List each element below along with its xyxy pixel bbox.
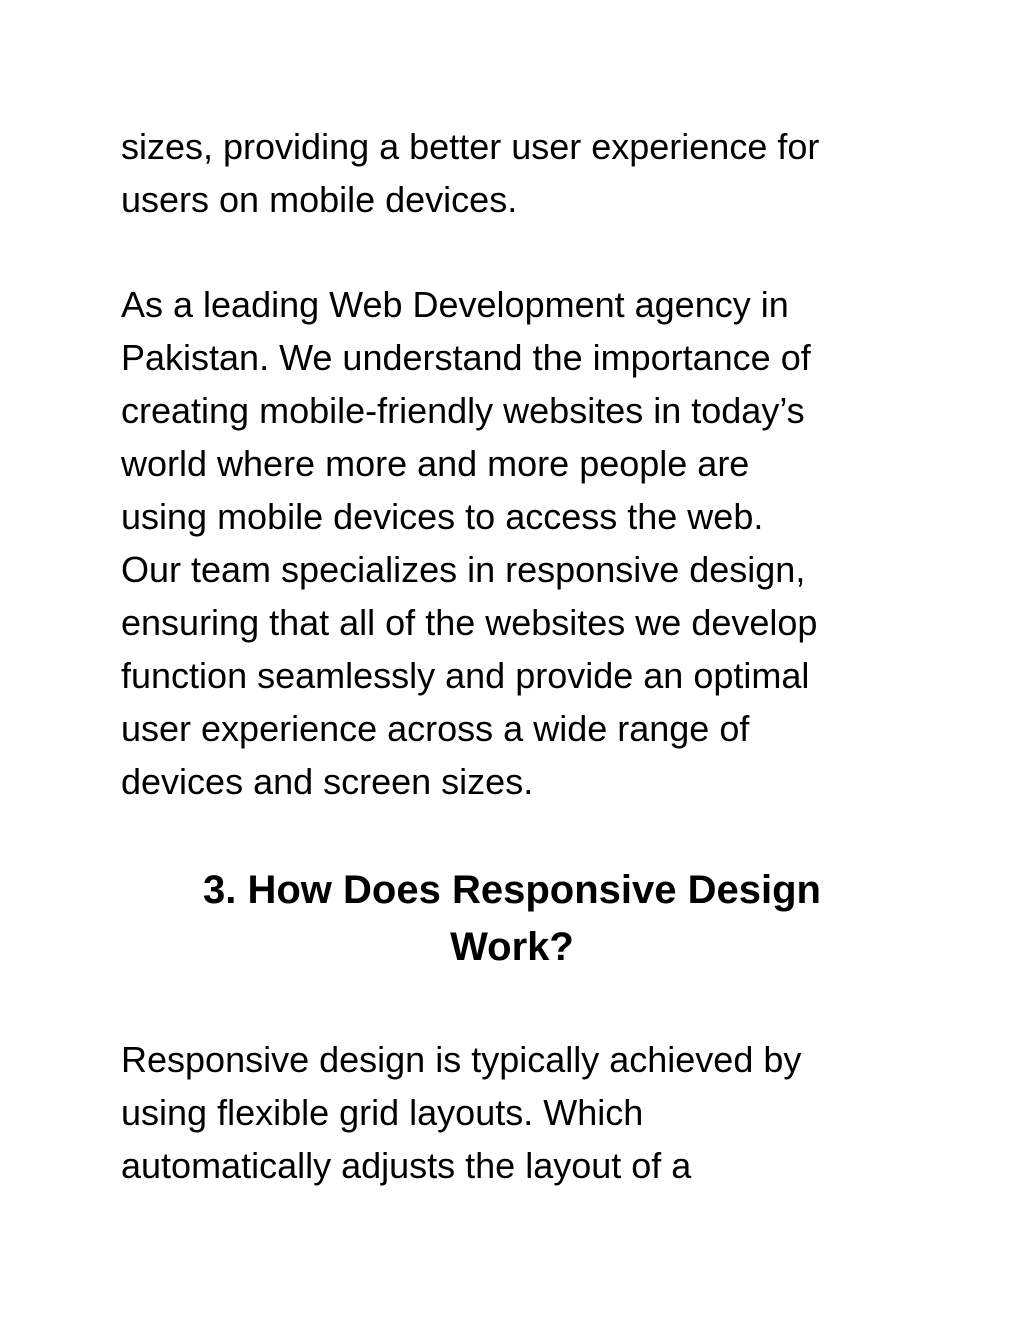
- text-line: devices and screen sizes.: [121, 761, 534, 802]
- text-line: Our team specializes in responsive design,: [121, 549, 806, 590]
- heading-line: 3. How Does Responsive Design: [203, 868, 821, 912]
- section-heading: [0, 862, 1024, 976]
- paragraph-agency-intro: [121, 278, 921, 808]
- text-line: automatically adjusts the layout of a: [121, 1145, 692, 1186]
- text-line: sizes, providing a better user experience for: [121, 126, 820, 167]
- text-line: As a leading Web Development agency in: [121, 284, 789, 325]
- paragraph-responsive-explanation: [121, 1033, 921, 1192]
- text-line: Pakistan. We understand the importance of: [121, 337, 811, 378]
- text-line: using mobile devices to access the web.: [121, 496, 764, 537]
- text-line: world where more and more people are: [121, 443, 750, 484]
- text-line: Responsive design is typically achieved by: [121, 1039, 802, 1080]
- text-line: ensuring that all of the websites we develop: [121, 602, 818, 643]
- text-line: users on mobile devices.: [121, 179, 518, 220]
- text-line: function seamlessly and provide an optimal: [121, 655, 810, 696]
- text-line: using flexible grid layouts. Which: [121, 1092, 644, 1133]
- paragraph-mobile-sizes: [121, 120, 921, 226]
- text-line: creating mobile-friendly websites in today’s: [121, 390, 805, 431]
- text-line: user experience across a wide range of: [121, 708, 750, 749]
- heading-line: Work?: [450, 925, 574, 969]
